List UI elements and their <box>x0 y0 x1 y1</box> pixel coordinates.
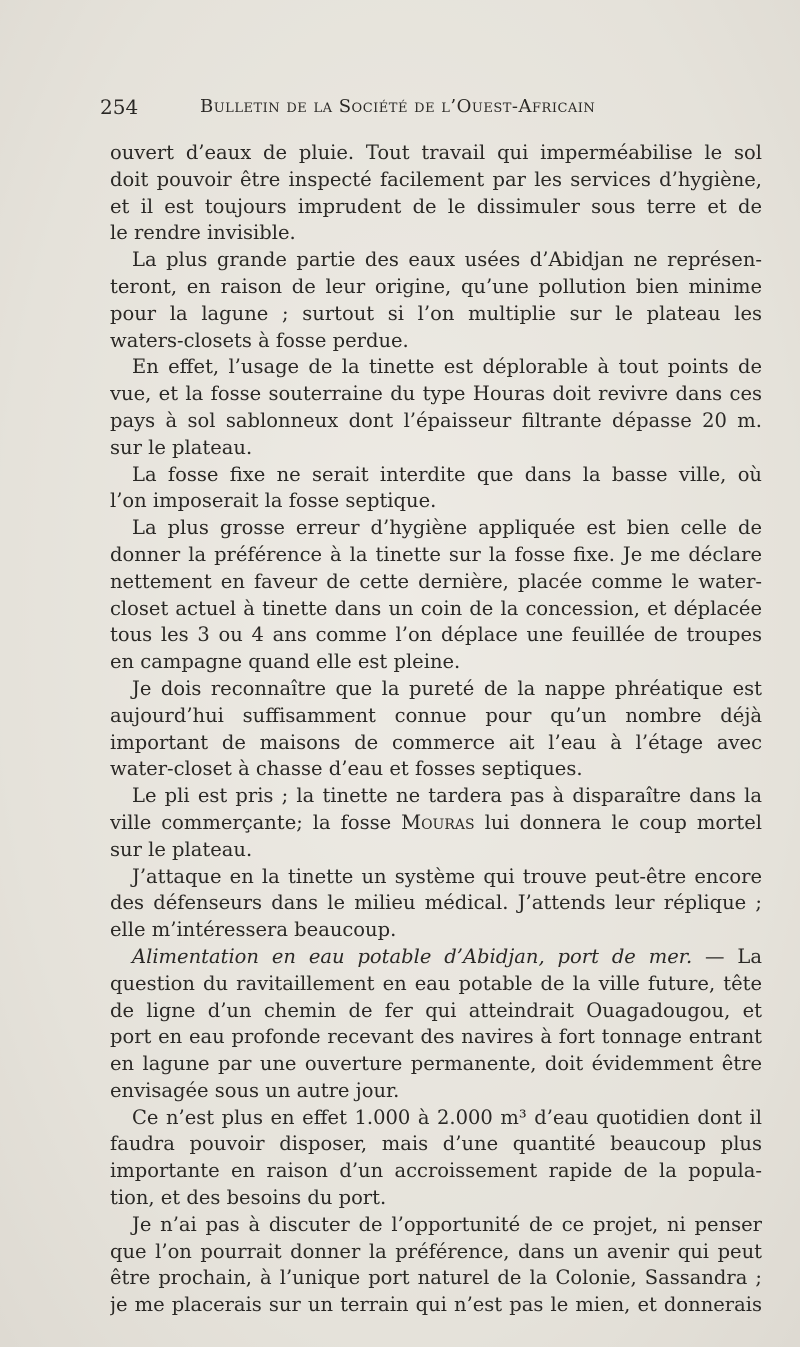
line-text-continued: lui donnera le coup mortel <box>474 810 762 834</box>
text-line <box>110 917 762 944</box>
line-text: question du ravitaillement en eau potable de la ville future, tête <box>110 971 762 995</box>
line-text: Ce n’est plus en effet 1.000 à 2.000 m³ d’eau quotidien dont il <box>132 1105 762 1129</box>
line-text: La fosse fixe ne serait interdite que dans la basse ville, où <box>132 462 762 486</box>
line-text: des défenseurs dans le milieu médical. J’attends leur réplique ; <box>110 891 762 915</box>
line-text: Je n’ai pas à discuter de l’opportunité de ce projet, ni penser <box>132 1212 762 1236</box>
text-line <box>110 730 762 757</box>
line-text: sur le plateau. <box>110 435 253 459</box>
line-text: Je dois reconnaître que la pureté de la nappe phréatique est <box>132 676 762 700</box>
text-line <box>110 1265 762 1292</box>
text-line <box>110 649 762 676</box>
line-text: importante en raison d’un accroissement rapide de la popula- <box>110 1159 762 1183</box>
text-line <box>110 488 762 515</box>
section-heading-italic: Alimentation en eau potable d’Abidjan, port de mer. <box>132 944 693 968</box>
line-text: et il est toujours imprudent de le dissimuler sous terre et de <box>110 194 762 218</box>
line-text: faudra pouvoir disposer, mais d’une quantité beaucoup plus <box>110 1132 762 1156</box>
text-line <box>110 890 762 917</box>
line-text: elle m’intéressera beaucoup. <box>110 918 397 942</box>
line-text: de ligne d’un chemin de fer qui atteindrait Ouagadougou, et <box>110 998 762 1022</box>
text-line <box>110 381 762 408</box>
line-text: water-closet à chasse d’eau et fosses septiques. <box>110 757 583 781</box>
text-line <box>110 596 762 623</box>
text-line <box>110 1078 762 1105</box>
text-line <box>110 998 762 1025</box>
text-line <box>110 676 762 703</box>
text-line <box>110 194 762 221</box>
text-line <box>110 1131 762 1158</box>
line-text: ouvert d’eaux de pluie. Tout travail qui imperméabilise le sol <box>110 141 762 164</box>
text-line <box>110 1185 762 1212</box>
line-text: aujourd’hui suffisamment connue pour qu’un nombre déjà <box>110 703 762 727</box>
text-line <box>110 569 762 596</box>
text-line <box>110 408 762 435</box>
text-line <box>110 1051 762 1078</box>
line-text: pays à sol sablonneux dont l’épaisseur filtrante dépasse 20 m. <box>110 408 762 432</box>
line-text: le rendre invisible. <box>110 221 296 245</box>
text-line <box>110 542 762 569</box>
text-line <box>110 1212 762 1239</box>
line-text: envisagée sous un autre jour. <box>110 1078 400 1102</box>
text-line <box>110 1158 762 1185</box>
line-text: en campagne quand elle est pleine. <box>110 650 461 674</box>
text-line <box>110 971 762 998</box>
text-line <box>110 515 762 542</box>
text-line <box>110 167 762 194</box>
text-line <box>110 622 762 649</box>
text-line <box>110 140 762 167</box>
line-text: je me placerais sur un terrain qui n’est pas le mien, et donnerais <box>110 1293 762 1317</box>
text-line <box>110 864 762 891</box>
text-line <box>110 354 762 381</box>
line-text: tion, et des besoins du port. <box>110 1186 387 1210</box>
text-line <box>110 783 762 810</box>
line-text: doit pouvoir être inspecté facilement par les services d’hygiène, <box>110 167 762 191</box>
running-title: Bulletin de la Société de l’Ouest-Africain <box>200 96 596 117</box>
line-text: tous les 3 ou 4 ans comme l’on déplace une feuillée de troupes <box>110 623 762 647</box>
small-caps-name: Mouras <box>401 810 475 834</box>
text-line <box>110 703 762 730</box>
page-header <box>100 92 765 122</box>
line-text: pour la lagune ; surtout si l’on multiplie sur le plateau les <box>110 301 762 325</box>
text-line <box>110 944 762 971</box>
text-line <box>110 328 762 355</box>
text-line <box>110 247 762 274</box>
text-line <box>110 810 762 837</box>
text-line <box>110 274 762 301</box>
line-text: sur le plateau. <box>110 837 253 861</box>
text-line <box>110 1292 762 1319</box>
line-text: l’on imposerait la fosse septique. <box>110 489 437 513</box>
line-text: en lagune par une ouverture permanente, doit évidemment être <box>110 1052 762 1076</box>
page-number: 254 <box>100 95 139 119</box>
line-text: donner la préférence à la tinette sur la fosse fixe. Je me déclare <box>110 542 762 566</box>
text-line <box>110 1105 762 1132</box>
line-text: En effet, l’usage de la tinette est déplorable à tout points de <box>132 355 762 379</box>
line-text: nettement en faveur de cette dernière, placée comme le water- <box>110 569 762 593</box>
text-line <box>110 301 762 328</box>
text-line <box>110 1024 762 1051</box>
line-text: La plus grosse erreur d’hygiène appliquée est bien celle de <box>132 516 762 540</box>
line-text: important de maisons de commerce ait l’eau à l’étage avec <box>110 730 762 754</box>
line-text: La plus grande partie des eaux usées d’Abidjan ne représen- <box>132 248 762 272</box>
text-line <box>110 462 762 489</box>
line-text: que l’on pourrait donner la préférence, dans un avenir qui peut <box>110 1239 762 1263</box>
line-text: vue, et la fosse souterraine du type Houras doit revivre dans ces <box>110 382 762 406</box>
line-text: teront, en raison de leur origine, qu’une pollution bien minime <box>110 274 762 298</box>
body-text <box>110 140 762 1319</box>
text-line <box>110 756 762 783</box>
line-text: waters-closets à fosse perdue. <box>110 328 409 352</box>
text-line <box>110 1239 762 1266</box>
line-text: closet actuel à tinette dans un coin de la concession, et déplacée <box>110 596 762 620</box>
text-line <box>110 435 762 462</box>
text-line <box>110 220 762 247</box>
line-text: être prochain, à l’unique port naturel de la Colonie, Sassandra ; <box>110 1266 762 1290</box>
line-text: Le pli est pris ; la tinette ne tardera pas à disparaître dans la <box>132 784 762 808</box>
line-text: ville commerçante; la fosse <box>110 810 392 834</box>
line-text-continued: — La <box>692 944 762 968</box>
text-line <box>110 837 762 864</box>
line-text: port en eau profonde recevant des navires à fort tonnage entrant <box>110 1025 762 1049</box>
line-text: J’attaque en la tinette un système qui trouve peut-être encore <box>132 864 762 888</box>
